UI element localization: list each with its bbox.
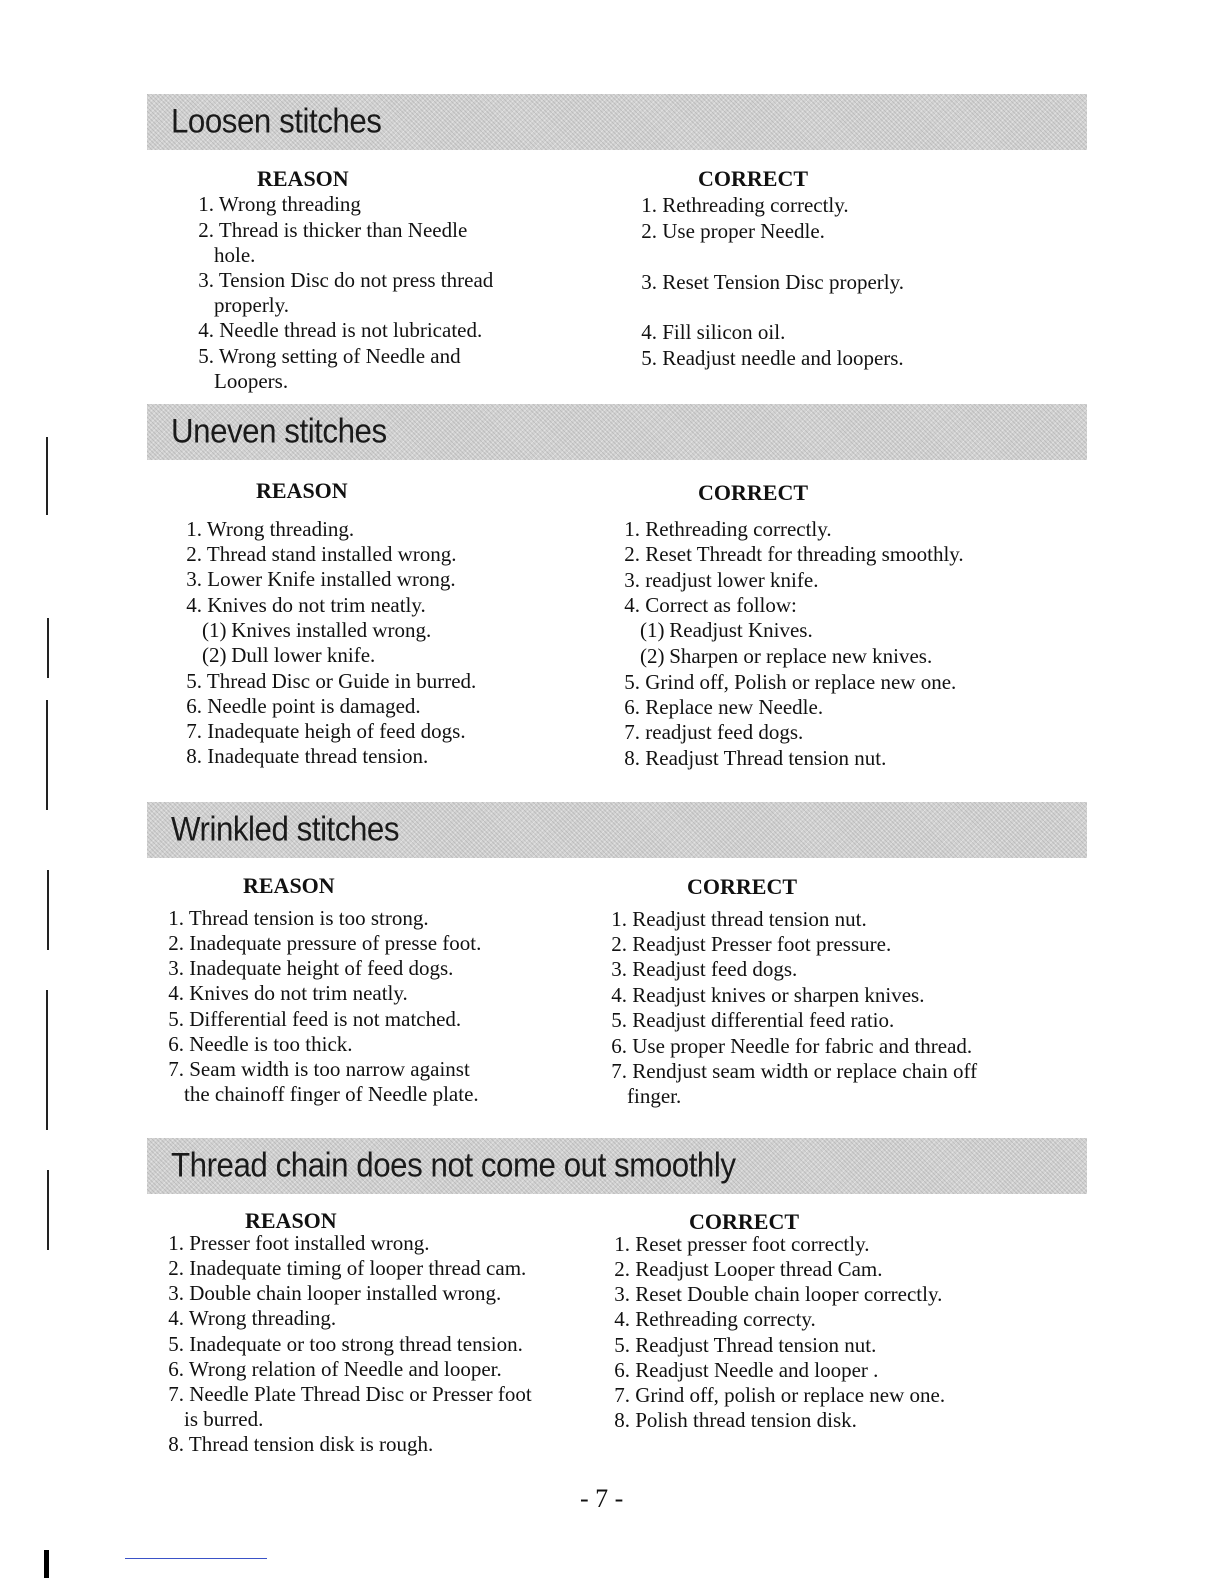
item-number: 2.	[611, 932, 627, 956]
item-number: 2.	[198, 218, 214, 242]
item-text: Wrong setting of Needle and	[218, 344, 461, 368]
list-item	[160, 1256, 526, 1281]
item-number: (2)	[640, 644, 665, 668]
item-text: Presser foot installed wrong.	[189, 1231, 430, 1255]
item-text: Thread tension disk is rough.	[188, 1432, 434, 1456]
item-number: 7.	[168, 1057, 184, 1081]
list-item	[633, 219, 825, 244]
scan-margin-mark	[47, 1170, 49, 1250]
reason-heading: REASON	[245, 1208, 337, 1233]
list-item	[603, 932, 891, 957]
list-item	[190, 192, 361, 217]
item-text: Thread tension is too strong.	[188, 906, 429, 930]
item-text: Inadequate or too strong thread tension.	[189, 1332, 523, 1356]
section-title: Wrinkled stitches	[171, 810, 400, 849]
list-item	[160, 1432, 433, 1457]
item-text: Readjust knives or sharpen knives.	[632, 983, 925, 1007]
item-number: 7.	[614, 1383, 630, 1407]
section-banner-uneven-stitches	[147, 404, 1087, 460]
list-item	[178, 593, 426, 618]
item-text: Grind off, Polish or replace new one.	[645, 670, 957, 694]
list-item	[606, 1307, 816, 1332]
item-number: 5.	[168, 1007, 184, 1031]
item-text: Wrong threading	[218, 192, 361, 216]
item-text: Readjust needle and loopers.	[662, 346, 904, 370]
item-text: Rethreading correcty.	[635, 1307, 816, 1331]
item-number: 3.	[186, 567, 202, 591]
list-item	[606, 1257, 883, 1282]
item-text: Readjust differential feed ratio.	[632, 1008, 895, 1032]
list-item	[160, 1007, 461, 1032]
item-text: readjust feed dogs.	[645, 720, 804, 744]
list-item	[633, 346, 904, 371]
list-item	[616, 517, 832, 542]
item-number: 6.	[611, 1034, 627, 1058]
item-text-continued: properly.	[214, 293, 290, 317]
item-text: Inadequate thread tension.	[207, 744, 429, 768]
item-number: 4.	[168, 981, 184, 1005]
section-title: Loosen stitches	[171, 102, 382, 141]
list-item	[178, 669, 476, 694]
item-text: Needle Plate Thread Disc or Presser foot	[189, 1382, 532, 1406]
list-item	[160, 981, 408, 1006]
list-item	[606, 1232, 869, 1257]
item-number: 6.	[614, 1358, 630, 1382]
item-text: Double chain looper installed wrong.	[189, 1281, 502, 1305]
item-number: 1.	[198, 192, 214, 216]
item-number: 8.	[624, 746, 640, 770]
list-item	[603, 907, 867, 932]
item-number: 1.	[614, 1232, 630, 1256]
item-text: Readjust Thread tension nut.	[635, 1333, 877, 1357]
item-text: Wrong threading.	[206, 517, 355, 541]
footer-rule	[125, 1558, 267, 1559]
item-text: Differential feed is not matched.	[189, 1007, 462, 1031]
item-number: 2.	[168, 1256, 184, 1280]
item-number: 2.	[624, 542, 640, 566]
item-number: (1)	[640, 618, 665, 642]
list-item	[160, 1057, 479, 1107]
correct-heading: CORRECT	[698, 480, 809, 505]
item-text: Reset Threadt for threading smoothly.	[645, 542, 964, 566]
item-text: Rendjust seam width or replace chain off	[632, 1059, 978, 1083]
item-text: Needle is too thick.	[189, 1032, 353, 1056]
list-item	[616, 720, 803, 745]
scan-margin-mark	[47, 870, 49, 950]
item-text-continued: hole.	[214, 243, 256, 267]
item-text: Seam width is too narrow against	[189, 1057, 470, 1081]
list-item	[160, 931, 481, 956]
item-number: 7.	[186, 719, 202, 743]
item-text: Reset Double chain looper correctly.	[635, 1282, 943, 1306]
item-text: Inadequate height of feed dogs.	[189, 956, 454, 980]
item-text: Readjust thread tension nut.	[632, 907, 867, 931]
list-item	[606, 1383, 945, 1408]
item-number: 7.	[624, 720, 640, 744]
item-number: 1.	[611, 907, 627, 931]
item-number: 2.	[641, 219, 657, 243]
item-text: Fill silicon oil.	[662, 320, 786, 344]
reason-heading: REASON	[243, 873, 335, 898]
item-number: 3.	[611, 957, 627, 981]
item-text: Thread stand installed wrong.	[206, 542, 457, 566]
list-item	[616, 746, 886, 771]
item-number: 4.	[198, 318, 214, 342]
list-item	[606, 1408, 857, 1433]
list-item	[616, 695, 823, 720]
item-text: Inadequate timing of looper thread cam.	[189, 1256, 527, 1280]
item-text: Inadequate pressure of presse foot.	[189, 931, 482, 955]
list-item	[160, 1382, 532, 1432]
item-text: Correct as follow:	[645, 593, 797, 617]
scan-corner-mark	[44, 1550, 49, 1578]
item-number: 4.	[168, 1306, 184, 1330]
item-text: Readjust Thread tension nut.	[645, 746, 887, 770]
item-text: Knives installed wrong.	[231, 618, 432, 642]
item-text: Dull lower knife.	[231, 643, 376, 667]
list-item	[190, 218, 467, 268]
item-number: 3.	[168, 956, 184, 980]
item-number: 1.	[624, 517, 640, 541]
list-item	[603, 957, 797, 982]
item-number: 3.	[624, 568, 640, 592]
list-item	[616, 670, 956, 695]
list-item	[178, 542, 456, 567]
item-number: 6.	[624, 695, 640, 719]
item-text: Lower Knife installed wrong.	[207, 567, 456, 591]
list-item	[178, 694, 421, 719]
scan-margin-mark	[46, 990, 48, 1130]
item-number: 4.	[641, 320, 657, 344]
item-number: 3.	[198, 268, 214, 292]
item-number: 6.	[168, 1032, 184, 1056]
list-item	[160, 1032, 353, 1057]
section-title: Uneven stitches	[171, 412, 387, 451]
section-title: Thread chain does not come out smoothly	[171, 1146, 736, 1185]
item-text: Use proper Needle.	[662, 219, 825, 243]
correct-heading: CORRECT	[689, 1209, 800, 1234]
list-item	[603, 1008, 894, 1033]
item-text: Reset Tension Disc properly.	[662, 270, 904, 294]
list-item	[160, 1281, 501, 1306]
item-number: 1.	[641, 193, 657, 217]
list-item	[616, 568, 818, 593]
list-item	[606, 1358, 878, 1383]
item-text: Wrong relation of Needle and looper.	[188, 1357, 502, 1381]
scan-margin-mark	[46, 700, 48, 810]
section-banner-loosen-stitches	[147, 94, 1087, 150]
scan-margin-mark	[46, 437, 48, 515]
item-text: Needle thread is not lubricated.	[219, 318, 483, 342]
item-text-continued: finger.	[627, 1084, 682, 1108]
item-number: 5.	[624, 670, 640, 694]
list-item	[202, 618, 431, 643]
item-number: 4.	[611, 983, 627, 1007]
correct-heading: CORRECT	[698, 166, 809, 191]
item-number: 7.	[611, 1059, 627, 1083]
item-text: Readjust Knives.	[669, 618, 813, 642]
item-number: 3.	[614, 1282, 630, 1306]
list-item	[190, 344, 461, 394]
section-banner-thread-chain	[147, 1138, 1087, 1194]
item-number: 7.	[168, 1382, 184, 1406]
item-text: Thread Disc or Guide in burred.	[206, 669, 477, 693]
item-number: 5.	[168, 1332, 184, 1356]
item-number: 2.	[186, 542, 202, 566]
item-text: Inadequate heigh of feed dogs.	[207, 719, 466, 743]
list-item	[178, 517, 354, 542]
list-item	[160, 956, 453, 981]
list-item	[178, 719, 466, 744]
item-number: 4.	[624, 593, 640, 617]
item-number: 8.	[614, 1408, 630, 1432]
item-number: 4.	[614, 1307, 630, 1331]
scan-margin-mark	[47, 618, 49, 678]
list-item	[160, 906, 429, 931]
list-item	[606, 1333, 876, 1358]
item-number: 2.	[614, 1257, 630, 1281]
reason-heading: REASON	[257, 166, 349, 191]
list-item	[190, 268, 493, 318]
item-text: Tension Disc do not press thread	[218, 268, 494, 292]
list-item	[160, 1332, 523, 1357]
reason-heading: REASON	[256, 478, 348, 503]
item-number: 3.	[168, 1281, 184, 1305]
list-item	[633, 320, 785, 345]
item-text: Knives do not trim neatly.	[207, 593, 426, 617]
item-text: Readjust Needle and looper .	[635, 1358, 879, 1382]
list-item	[160, 1231, 430, 1256]
item-number: 5.	[198, 344, 214, 368]
item-number: 5.	[614, 1333, 630, 1357]
list-item	[603, 983, 924, 1008]
item-text: Wrong threading.	[188, 1306, 337, 1330]
item-text: Readjust Looper thread Cam.	[635, 1257, 883, 1281]
item-number: 8.	[186, 744, 202, 768]
item-text-continued: Loopers.	[214, 369, 289, 393]
item-text: Replace new Needle.	[645, 695, 824, 719]
list-item	[640, 644, 932, 669]
item-number: (2)	[202, 643, 227, 667]
item-number: 1.	[168, 1231, 184, 1255]
list-item	[178, 567, 456, 592]
item-text: Use proper Needle for fabric and thread.	[632, 1034, 973, 1058]
item-number: 5.	[641, 346, 657, 370]
correct-heading: CORRECT	[687, 874, 798, 899]
list-item	[640, 618, 813, 643]
item-text: Grind off, polish or replace new one.	[635, 1383, 946, 1407]
item-number: 2.	[168, 931, 184, 955]
list-item	[616, 593, 797, 618]
item-number: 8.	[168, 1432, 184, 1456]
item-text: Readjust feed dogs.	[632, 957, 798, 981]
item-number: 6.	[168, 1357, 184, 1381]
item-text-continued: is burred.	[184, 1407, 264, 1431]
item-number: 1.	[186, 517, 202, 541]
page-number: - 7 -	[580, 1484, 624, 1513]
item-number: 1.	[168, 906, 184, 930]
item-number: 3.	[641, 270, 657, 294]
list-item	[616, 542, 964, 567]
item-number: 6.	[186, 694, 202, 718]
list-item	[160, 1306, 336, 1331]
list-item	[633, 193, 849, 218]
list-item	[160, 1357, 502, 1382]
list-item	[202, 643, 375, 668]
item-text: Needle point is damaged.	[207, 694, 421, 718]
item-number: 5.	[186, 669, 202, 693]
list-item	[178, 744, 428, 769]
item-text: Thread is thicker than Needle	[218, 218, 468, 242]
item-text: Readjust Presser foot pressure.	[632, 932, 892, 956]
item-text: Rethreading correctly.	[645, 517, 832, 541]
item-text: Rethreading correctly.	[662, 193, 849, 217]
item-text: Knives do not trim neatly.	[189, 981, 408, 1005]
item-text: Polish thread tension disk.	[635, 1408, 857, 1432]
list-item	[603, 1059, 977, 1109]
item-text-continued: the chainoff finger of Needle plate.	[184, 1082, 479, 1106]
list-item	[633, 270, 904, 295]
item-number: (1)	[202, 618, 227, 642]
item-text: Reset presser foot correctly.	[635, 1232, 870, 1256]
item-text: readjust lower knife.	[645, 568, 819, 592]
list-item	[603, 1034, 972, 1059]
list-item	[606, 1282, 942, 1307]
item-number: 5.	[611, 1008, 627, 1032]
list-item	[190, 318, 482, 343]
section-banner-wrinkled-stitches	[147, 802, 1087, 858]
item-number: 4.	[186, 593, 202, 617]
item-text: Sharpen or replace new knives.	[669, 644, 933, 668]
